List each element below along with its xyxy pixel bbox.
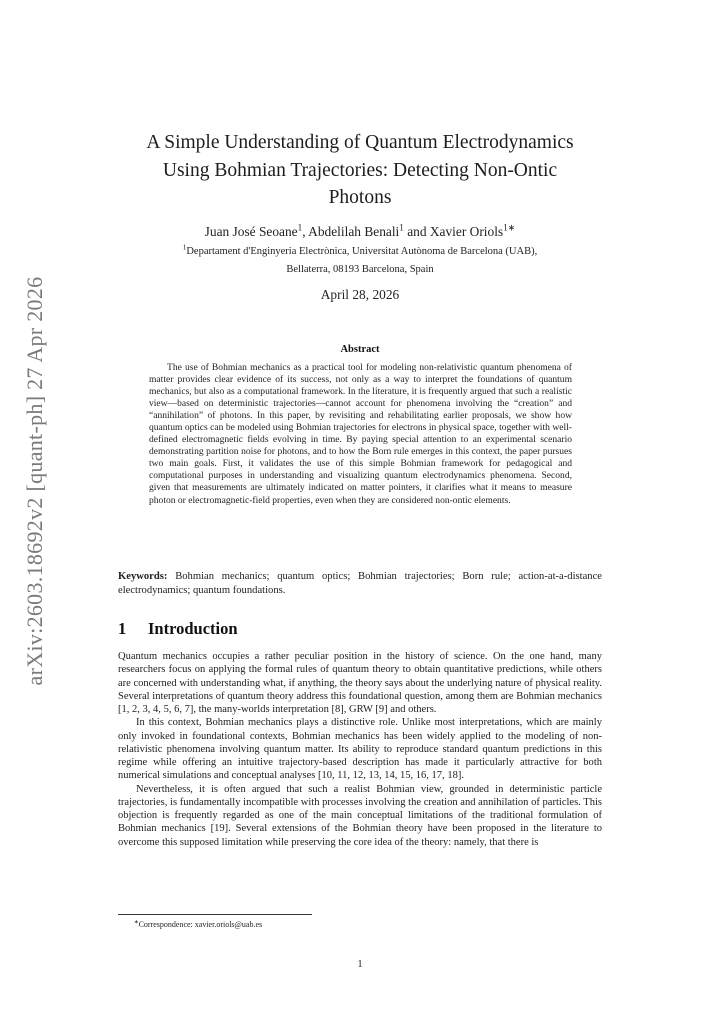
keywords-text: Bohmian mechanics; quantum optics; Bohmian trajectories; Born rule; action-at-a-distance electrodynamics; quantum foundations. <box>118 571 602 596</box>
footnote-mark: ∗ <box>134 919 139 926</box>
affiliation-line: Bellaterra, 08193 Barcelona, Spain <box>286 264 434 275</box>
affiliation-mark: 1 <box>399 222 404 233</box>
paragraph: In this context, Bohmian mechanics plays a distinctive role. Unlike most interpretations, which are mainly only invoked in foundational contexts, Bohmian mechanics has been widely applied to the modeling of non-relativistic phenomena involving quantum matter. Its ability to reproduce standard quantum predictions in this regime while offering an intuitive trajectory-based description has made it particularly attractive for both numerical simulations and conceptual analyses [10, 11, 12, 13, 14, 15, 16, 17, 18]. <box>118 717 602 782</box>
title-line: Photons <box>328 187 392 208</box>
abstract-heading: Abstract <box>340 344 380 355</box>
introduction-body <box>118 650 602 849</box>
title-line: A Simple Understanding of Quantum Electrodynamics <box>146 132 574 153</box>
affiliation-mark: 1 <box>182 243 187 252</box>
keywords <box>118 570 602 598</box>
title-line: Using Bohmian Trajectories: Detecting Non-Ontic <box>162 159 558 181</box>
author-list <box>110 224 610 240</box>
paragraph: Quantum mechanics occupies a rather peculiar position in the history of science. On the one hand, many researchers focus on applying the formal rules of quantum theory to obtain quantitative predictions, while others are concerned with understanding what, if anything, the theory says about the underlying nature of physical reality. Several interpretations of quantum theory address this foundational question, among them are Bohmian mechanics [1, 2, 3, 4, 5, 6, 7], the many-worlds interpretation [8], GRW [9] and others. <box>118 651 602 715</box>
keywords-label: Keywords: <box>118 571 168 582</box>
affiliation-mark: 1∗ <box>503 222 516 233</box>
paper-date: April 28, 2026 <box>320 287 400 302</box>
author-name: Abdelilah Benali <box>308 224 400 239</box>
affiliation-mark: 1 <box>297 222 303 233</box>
author-separator: and <box>403 224 430 239</box>
footnote-text: Correspondence: xavier.oriols@uab.es <box>138 920 263 929</box>
affiliation-line <box>110 243 610 261</box>
footnote-divider <box>118 914 312 915</box>
paragraph: Nevertheless, it is often argued that such a realist Bohmian view, grounded in deterministic particle trajectories, is fundamentally incompatible with processes involving the creation and annihilation of particles. This objection is frequently regarded as one of the main conceptual limitations of the traditional formulation of Bohmian mechanics [19]. Several extensions of the Bohmian theory have been proposed in the literature to overcome this supposed limitation while preserving the core idea of the theory: namely, that there is <box>118 783 602 848</box>
affiliation <box>110 243 610 279</box>
page-number: 1 <box>357 959 363 970</box>
section-title: Introduction <box>148 619 238 638</box>
arxiv-identifier: arXiv:2603.18692v2 [quant-ph] 27 Apr 2026 <box>22 276 47 686</box>
section-number: 1 <box>118 619 127 638</box>
author-separator: , <box>302 224 309 239</box>
abstract-body: The use of Bohmian mechanics as a practical tool for modeling non-relativistic quantum phenomena of matter provides clear evidence of its success, not only as a way to interpret the foundations of quantum mechanics, but also as a computational framework. In the literature, it is frequently argued that such a realistic view—based on deterministic trajectories—cannot account for phenomena involving the “creation” and “annihilation” of photons. In this paper, by revisiting and rehabilitating earlier proposals, we show how quantum optics can be modeled using Bohmian trajectories for electrons in physical space, together with well-defined electromagnetic fields evolving in time. By paying special attention to an experimental scenario demonstrating partition noise for photons, and to how the Born rule emerges in this context, the paper pursues two main goals. First, it validates the use of this simple Bohmian framework for pedagogical and computational purposes in understanding and visualizing quantum electrodynamics phenomena. Second, given that measurements are ultimately indicated on matter pointers, it clarifies what it means to measure photon or electromagnetic-field properties, even when they are considered non-ontic elements. <box>149 362 572 506</box>
affiliation-text: Departament d'Enginyeria Electrònica, Universitat Autònoma de Barcelona (UAB), <box>186 246 538 257</box>
footnote <box>134 920 534 929</box>
paper-title <box>110 129 610 212</box>
section-heading <box>118 619 602 639</box>
author-name: Juan José Seoane <box>204 224 298 239</box>
author-name: Xavier Oriols <box>429 224 504 239</box>
